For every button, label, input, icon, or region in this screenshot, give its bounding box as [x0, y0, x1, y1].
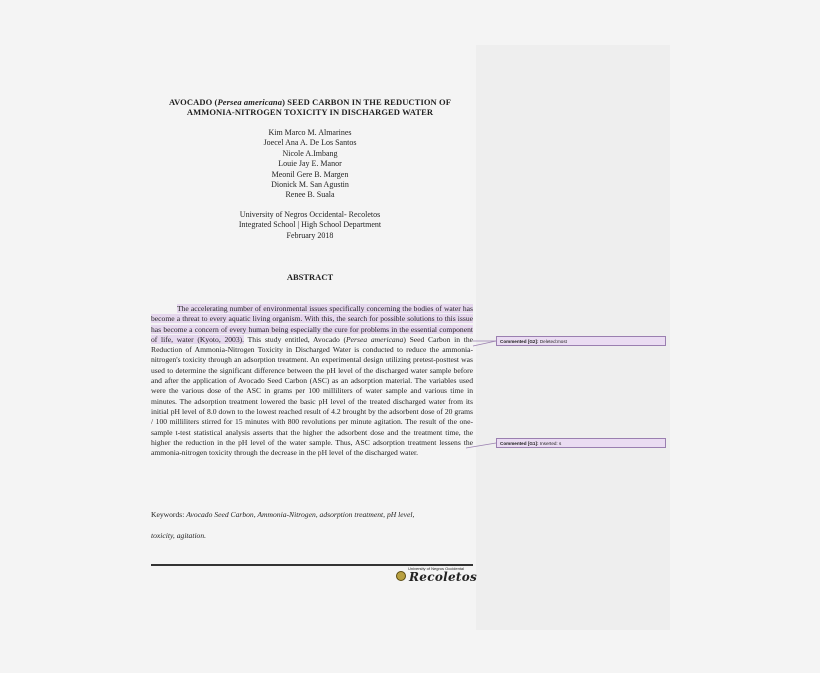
comment-label: Commented [G1]: — [500, 441, 539, 446]
author-name: Joecel Ana A. De Los Santos — [263, 138, 357, 148]
comment-text: Inserted: s — [539, 441, 562, 446]
abstract-species: Persea americana — [346, 334, 404, 344]
comment-label: Commented [G2]: — [500, 339, 539, 344]
author-name: Louie Jay E. Manor — [278, 159, 342, 169]
comment-balloon-g2[interactable] — [496, 336, 666, 346]
abstract-heading: ABSTRACT — [286, 272, 334, 282]
author-name: Nicole A.Imbang — [282, 148, 338, 158]
title-species: Persea americana — [217, 97, 283, 107]
highlighted-text[interactable]: The accelerating number of environmental issues specifically concerning the bodies of water has become a threat to every aquatic living organism. With this, the search for possible solutions to this issue has become a concern of every human being especially the cure for problems in the essential component of life, water (Kyoto, 2003). — [151, 304, 473, 344]
author-name: Dionick M. San Agustin — [271, 180, 349, 190]
connector-line — [466, 443, 496, 448]
connector-line — [473, 341, 496, 346]
logo-small-text: University of Negros Occidental — [408, 566, 465, 571]
affiliation-line: Integrated School | High School Department — [238, 220, 382, 230]
comment-balloon-g1[interactable] — [496, 438, 666, 448]
keywords-list: Avocado Seed Carbon, Ammonia-Nitrogen, adsorption treatment, pH level, — [186, 510, 415, 519]
author-name: Renee B. Suala — [285, 190, 335, 200]
logo-main-text: Recoletos — [409, 570, 478, 584]
affiliation-date: February 2018 — [286, 230, 334, 240]
author-name: Kim Marco M. Almarines — [268, 128, 352, 137]
keywords-continued: toxicity, agitation. — [151, 531, 207, 540]
affiliation-line: University of Negros Occidental- Recoletos — [239, 210, 381, 219]
keywords-label: Keywords: — [151, 510, 187, 519]
title-text: ) SEED CARBON IN THE REDUCTION OF — [282, 97, 452, 107]
abstract-text: This study entitled, Avocado ( — [244, 334, 347, 344]
comment-text: Deleted:most — [539, 339, 567, 344]
title-line-2: AMMONIA-NITROGEN TOXICITY IN DISCHARGED WATER — [186, 107, 434, 117]
title-text: AVOCADO ( — [168, 97, 218, 107]
abstract-text: ) Seed Carbon in the Reduction of Ammonia-Nitrogen Toxicity in Discharged Water is conducted to reduce the ammonia-nitrogen's toxicity through an adsorption treatment. An experimental design utilizing pretest-posttest was used to determine the significant difference between the pH level of the discharged water sample before and after the application of Avocado Seed Carbon (ASC) as an adsorption material. The variables used were the various dose of the ASC in grams per 100 milliliters of water sample and various time in minutes. The adsorption treatment lowered the basic pH level of the treated discharged water from its initial pH level of 8.0 down to the lowest reached result of 4.2 brought by the adsorbent dose of 20 grams / 100 milliliters stirred for 15 minutes with 800 revolutions per minute agitation. The result of the one-sample t-test statistical analysis asserts that the higher the adsorbent dose and the treatment time, the higher the reduction in the pH level of the water sample. Thus, ASC adsorption treatment lessens the ammonia-nitrogen toxicity through the decrease in the pH level of the discharged water. — [151, 334, 473, 458]
author-name: Meonil Gere B. Margen — [271, 169, 349, 179]
